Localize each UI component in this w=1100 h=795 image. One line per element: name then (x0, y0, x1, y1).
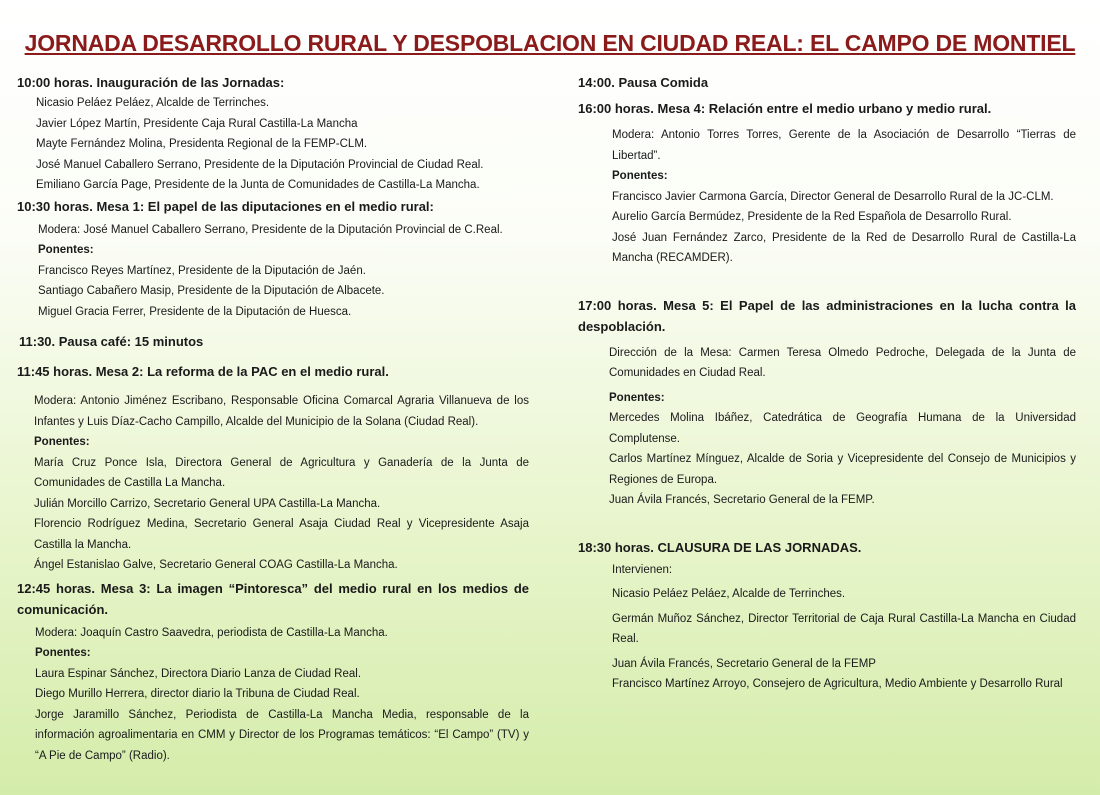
left-column (17, 72, 529, 766)
list-item: Francisco Javier Carmona García, Director General de Desarrollo Rural de la JC-CLM. (612, 190, 1054, 203)
list-item: Santiago Cabañero Masip, Presidente de la Diputación de Albacete. (38, 285, 385, 297)
ponentes-label: Ponentes: (34, 436, 90, 448)
list-item: Nicasio Peláez Peláez, Alcalde de Terrinches. (36, 97, 270, 109)
ponentes-label: Ponentes: (609, 391, 665, 404)
list-item: Carlos Martínez Mínguez, Alcalde de Soria y Vicepresidente del Consejo de Municipios y Regiones de Europa. (609, 453, 1076, 486)
section-mesa-2 (17, 361, 529, 576)
section-heading: 18:30 horas. CLAUSURA DE LAS JORNADAS. (578, 539, 862, 555)
section-inauguracion (17, 72, 529, 196)
moderator-line: Modera: Antonio Jiménez Escribano, Responsable Oficina Comarcal Agraria Villanueva de los Infantes y Luis Díaz-Cacho Campillo, Alcalde del Municipio de la Solana (Ciudad Real). (34, 395, 529, 428)
section-mesa-1 (17, 196, 529, 323)
section-heading: 12:45 horas. Mesa 3: La imagen “Pintoresca” del medio rural en los medios de comunicación. (17, 580, 529, 617)
list-item: Nicasio Peláez Peláez, Alcalde de Terrinches. (612, 588, 846, 600)
section-clausura (578, 537, 1076, 695)
list-item: Diego Murillo Herrera, director diario la Tribuna de Ciudad Real. (35, 688, 360, 700)
section-mesa-4 (578, 98, 1076, 269)
section-heading: 17:00 horas. Mesa 5: El Papel de las administraciones en la lucha contra la despoblación. (578, 297, 1076, 334)
list-item: José Manuel Caballero Serrano, Presidente de la Diputación Provincial de Ciudad Real. (36, 158, 484, 171)
moderator-line: Dirección de la Mesa: Carmen Teresa Olmedo Pedroche, Delegada de la Junta de Comunidades en Ciudad Real. (609, 346, 1076, 379)
list-item: Mayte Fernández Molina, Presidenta Regional de la FEMP-CLM. (36, 138, 368, 150)
moderator-line: Modera: José Manuel Caballero Serrano, Presidente de la Diputación Provincial de C.Real. (38, 223, 503, 236)
list-item: Juan Ávila Francés, Secretario General de la FEMP. (609, 494, 875, 506)
list-item: Francisco Martínez Arroyo, Consejero de Agricultura, Medio Ambiente y Desarrollo Rural (612, 678, 1063, 690)
section-heading: 10:30 horas. Mesa 1: El papel de las diputaciones en el medio rural: (17, 198, 434, 214)
section-heading: 10:00 horas. Inauguración de las Jornadas: (17, 75, 285, 90)
list-item: Germán Muñoz Sánchez, Director Territorial de Caja Rural Castilla-La Mancha en Ciudad Real. (612, 612, 1076, 645)
list-item: Florencio Rodríguez Medina, Secretario General Asaja Ciudad Real y Vicepresidente Asaja Castilla la Mancha. (34, 518, 529, 551)
list-item: Laura Espinar Sánchez, Directora Diario Lanza de Ciudad Real. (35, 667, 362, 680)
section-heading: 16:00 horas. Mesa 4: Relación entre el medio urbano y medio rural. (578, 101, 992, 116)
list-item: Javier López Martín, Presidente Caja Rural Castilla-La Mancha (36, 117, 358, 130)
intervienen-label: Intervienen: (612, 563, 673, 576)
right-column (578, 72, 1076, 695)
list-item: Juan Ávila Francés, Secretario General de la FEMP (612, 657, 876, 670)
list-item: María Cruz Ponce Isla, Directora General de Agricultura y Ganadería de la Junta de Comunidades de Castilla La Mancha. (34, 456, 529, 489)
list-item: Francisco Reyes Martínez, Presidente de la Diputación de Jaén. (38, 264, 366, 277)
list-item: Aurelio García Bermúdez, Presidente de la Red Española de Desarrollo Rural. (612, 211, 1012, 223)
section-heading: 11:45 horas. Mesa 2: La reforma de la PAC en el medio rural. (17, 364, 389, 379)
section-pausa-cafe: 11:30. Pausa café: 15 minutos (19, 334, 204, 349)
page-title: JORNADA DESARROLLO RURAL Y DESPOBLACION EN CIUDAD REAL: EL CAMPO DE MONTIEL (24, 30, 1076, 56)
list-item: Emiliano García Page, Presidente de la Junta de Comunidades de Castilla-La Mancha. (36, 179, 480, 191)
ponentes-label: Ponentes: (38, 244, 94, 256)
list-item: Miguel Gracia Ferrer, Presidente de la Diputación de Huesca. (38, 305, 352, 318)
list-item: Jorge Jaramillo Sánchez, Periodista de Castilla-La Mancha Media, responsable de la información agroalimentaria en CMM y Director de los Programas temáticos: “El Campo” (TV) y “A Pie de Campo” (Radio). (35, 708, 529, 762)
section-mesa-5 (578, 295, 1076, 511)
list-item: Ángel Estanislao Galve, Secretario General COAG Castilla-La Mancha. (34, 559, 398, 571)
moderator-line: Modera: Joaquín Castro Saavedra, periodista de Castilla-La Mancha. (35, 626, 388, 639)
list-item: Mercedes Molina Ibáñez, Catedrática de Geografía Humana de la Universidad Complutense. (609, 412, 1076, 445)
moderator-line: Modera: Antonio Torres Torres, Gerente de la Asociación de Desarrollo “Tierras de Libertad”. (612, 129, 1076, 162)
ponentes-label: Ponentes: (612, 170, 668, 182)
list-item: Julián Morcillo Carrizo, Secretario General UPA Castilla-La Mancha. (34, 497, 381, 510)
section-pausa-comida: 14:00. Pausa Comida (578, 75, 709, 90)
ponentes-label: Ponentes: (35, 647, 91, 659)
section-mesa-3 (17, 578, 529, 767)
list-item: José Juan Fernández Zarco, Presidente de la Red de Desarrollo Rural de Castilla-La Mancha (RECAMDER). (612, 231, 1076, 264)
